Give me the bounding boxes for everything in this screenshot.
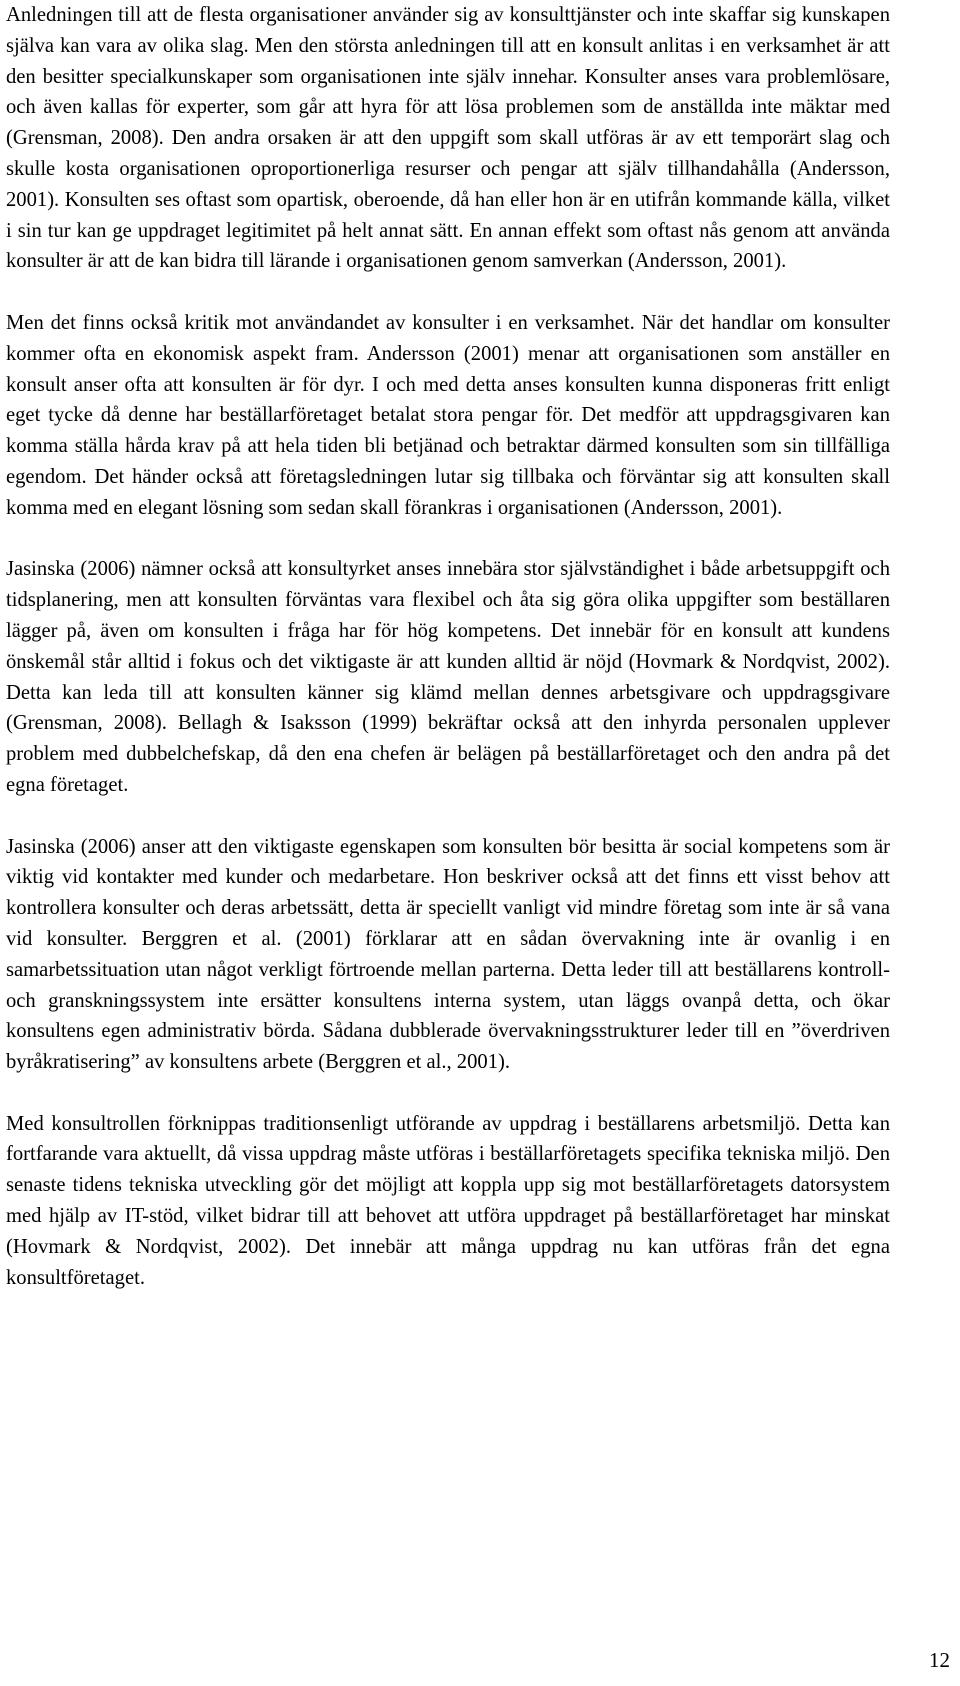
- paragraph-consultant-independence: Jasinska (2006) nämner också att konsultyrket anses innebära stor självständighet i både arbetsuppgift och tidsplanering, men att konsulten förväntas vara flexibel och åta sig göra olika uppgifter som beställaren lägger på, även om konsulten i fråga har för hög kompetens. Det innebär för en konsult att kundens önskemål står alltid i fokus och det viktigaste är att kunden alltid är nöjd (Hovmark & Nordqvist, 2002). Detta kan leda till att konsulten känner sig klämd mellan dennes arbetsgivare och uppdragsgivare (Grensman, 2008). Bellagh & Isaksson (1999) bekräftar också att den inhyrda personalen upplever problem med dubbelchefskap, då den ena chefen är belägen på beställarföretaget och den andra på det egna företaget.: [6, 558, 890, 796]
- paragraph-work-environment: Med konsultrollen förknippas traditionsenligt utförande av uppdrag i beställarens arbetsmiljö. Detta kan fortfarande vara aktuellt, då vissa uppdrag måste utföras i beställarföretagets specifika tekniska miljö. Den senaste tidens tekniska utveckling gör det möjligt att koppla upp sig mot beställarföretagets datorsystem med hjälp av IT-stöd, vilket bidrar till att behovet att utföra uppdraget på beställarföretaget har minskat (Hovmark & Nordqvist, 2002). Det innebär att många uppdrag nu kan utföras från det egna konsultföretaget.: [6, 1112, 890, 1289]
- page-number: 12: [929, 1648, 950, 1672]
- paragraph-social-competence: Jasinska (2006) anser att den viktigaste egenskapen som konsulten bör besitta är social kompetens som är viktig vid kontakter med kunder och medarbetare. Hon beskriver också att det finns ett visst behov att kontrollera konsulter och deras arbetssätt, detta är speciellt vanligt vid mindre företag som inte är så vana vid konsulter. Berggren et al. (2001) förklarar att en sådan övervakning inte är ovanlig i en samarbetssituation utan något verkligt förtroende mellan parterna. Detta leder till att beställarens kontroll- och granskningssystem inte ersätter konsultens interna system, utan läggs ovanpå detta, och ökar konsultens egen administrativ börda. Sådana dubblerade övervakningsstrukturer leder till en ”överdriven byråkratisering” av konsultens arbete (Berggren et al., 2001).: [6, 835, 890, 1074]
- paragraph-consultant-reasons: Anledningen till att de flesta organisationer använder sig av konsulttjänster och inte skaffar sig kunskapen själva kan vara av olika slag. Men den största anledningen till att en konsult anlitas i en verksamhet är att den besitter specialkunskaper som organisationen inte själv innehar. Konsulter anses vara problemlösare, och även kallas för experter, som går att hyra för att lösa problemen som de anställda inte mäktar med (Grensman, 2008). Den andra orsaken är att den uppgift som skall utföras är av ett temporärt slag och skulle kosta organisationen oproportionerliga resurser och pengar att själv tillhandahålla (Andersson, 2001). Konsulten ses oftast som opartisk, oberoende, då han eller hon är en utifrån kommande källa, vilket i sin tur kan ge uppdraget legitimitet på helt annat sätt. En annan effekt som oftast nås genom att använda konsulter är att de kan bidra till lärande i organisationen genom samverkan (Andersson, 2001).: [6, 4, 890, 273]
- paragraph-consultant-criticism: Men det finns också kritik mot användandet av konsulter i en verksamhet. När det handlar om konsulter kommer ofta en ekonomisk aspekt fram. Andersson (2001) menar att organisationen som anställer en konsult anser ofta att konsulten är för dyr. I och med detta anses konsulten kunna disponeras fritt enligt eget tycke då denne har beställarföretaget betalat stora pengar för. Det medför att uppdragsgivaren kan komma ställa hårda krav på att hela tiden bli betjänad och betraktar därmed konsulten som sin tillfälliga egendom. Det händer också att företagsledningen lutar sig tillbaka och förväntar sig att konsulten skall komma med en elegant lösning som sedan skall förankras i organisationen (Andersson, 2001).: [6, 311, 890, 519]
- document-body: [6, 0, 890, 1293]
